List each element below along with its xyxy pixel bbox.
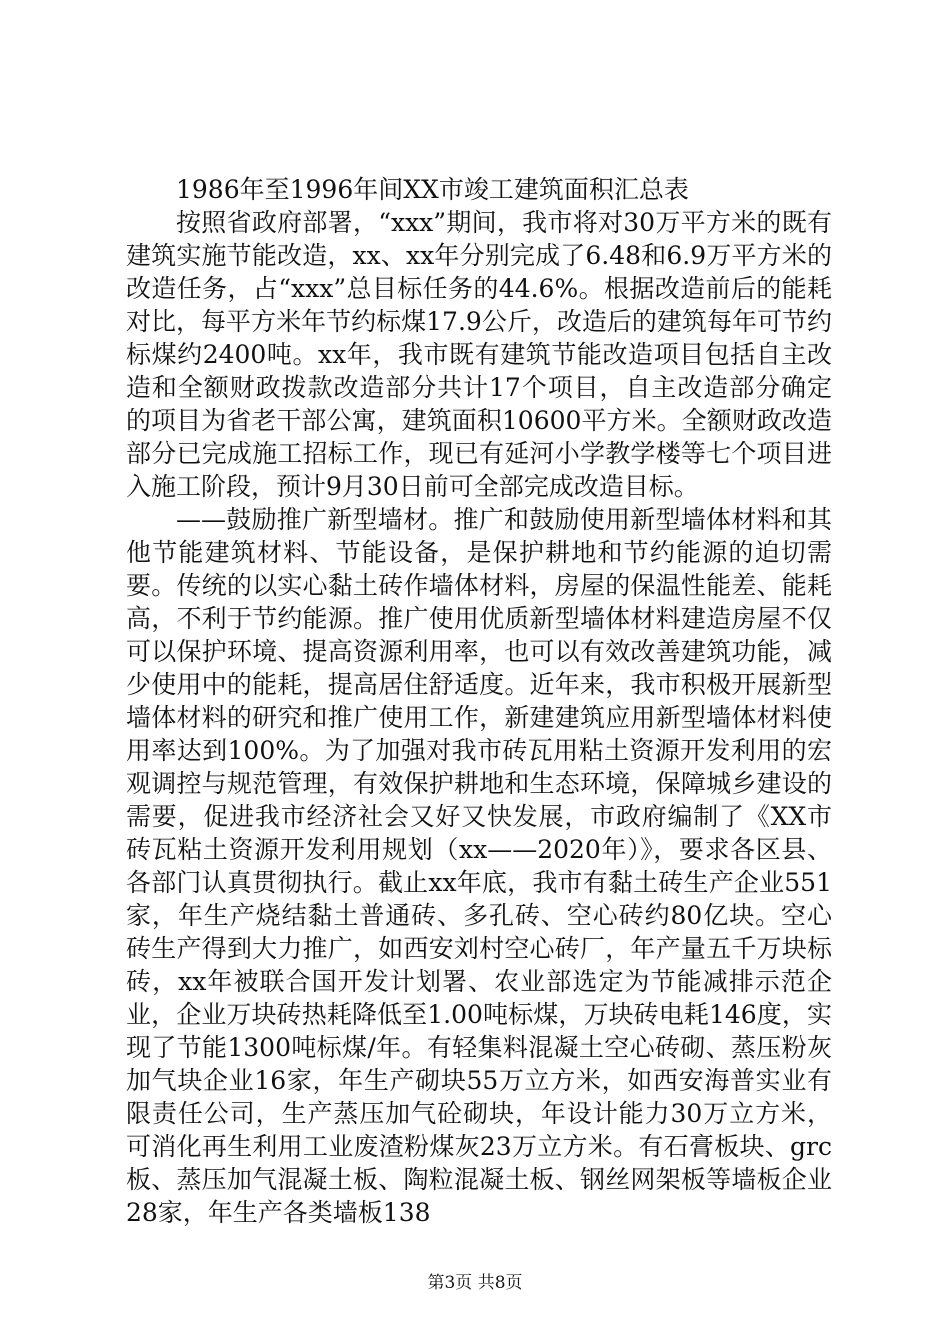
document-title: 1986年至1996年间XX市竣工建筑面积汇总表	[176, 175, 689, 204]
page-number-footer: 第3页 共8页	[427, 1273, 523, 1293]
paragraph-wall-materials: ——鼓励推广新型墙材。推广和鼓励使用新型墙体材料和其他节能建筑材料、节能设备，是保护耕地和节约能源的迫切需要。传统的以实心黏土砖作墙体材料，房屋的保温性能差、能耗高，不利于节约能源。推广使用优质新型墙体材料建造房屋不仅可以保护环境、提高资源利用率，也可以有效改善建筑功能，减少使用中的能耗，提高居住舒适度。近年来，我市积极开展新型墙体材料的研究和推广使用工作，新建建筑应用新型墙体材料使用率达到100%。为了加强对我市砖瓦用粘土资源开发利用的宏观调控与规范管理，有效保护耕地和生态环境，保障城乡建设的需要，促进我市经济社会又好又快发展，市政府编制了《XX市砖瓦粘土资源开发利用规划（xx——2020年）》，要求各区县、各部门认真贯彻执行。截止xx年底，我市有黏土砖生产企业551家，年生产烧结黏土普通砖、多孔砖、空心砖约80亿块。空心砖生产得到大力推广，如西安刘村空心砖厂，年产量五千万块标砖，xx年被联合国开发计划署、农业部选定为节能减排示范企业，企业万块砖热耗降低至1.00吨标煤，万块砖电耗146度，实现了节能1300吨标煤/年。有轻集料混凝土空心砖砌、蒸压粉灰加气块企业16家，年生产砌块55万立方米，如西安海普实业有限责任公司，生产蒸压加气砼砌块，年设计能力30万立方米，可消化再生利用工业废渣粉煤灰23万立方米。有石膏板块、grc板、蒸压加气混凝土板、陶粒混凝土板、钢丝网架板等墙板企业28家，年生产各类墙板138	[126, 505, 832, 1227]
document-body	[126, 173, 832, 1229]
paragraph-energy-retrofit: 按照省政府部署，“xxx”期间，我市将对30万平方米的既有建筑实施节能改造，xx、xx年分别完成了6.48和6.9万平方米的改造任务，占“xxx”总目标任务的44.6%。根据改造前后的能耗对比，每平方米年节约标煤17.9公斤，改造后的建筑每年可节约标煤约2400吨。xx年，我市既有建筑节能改造项目包括自主改造和全额财政拨款改造部分共计17个项目，自主改造部分确定的项目为省老干部公寓，建筑面积10600平方米。全额财政改造部分已完成施工招标工作，现已有延河小学教学楼等七个项目进入施工阶段，预计9月30日前可全部完成改造目标。	[126, 208, 832, 501]
